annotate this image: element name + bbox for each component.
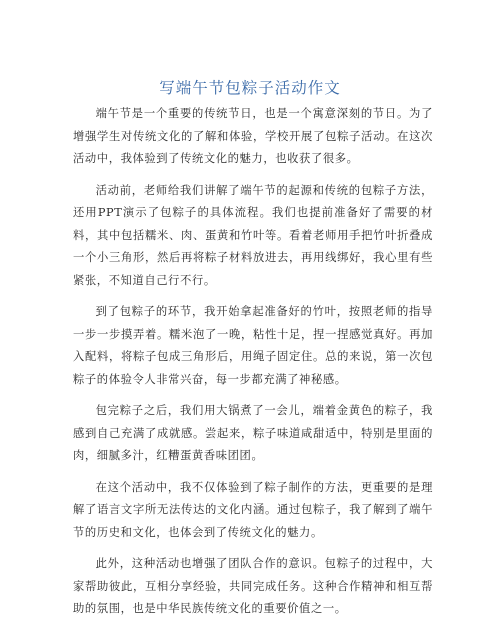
- article-title: 写端午节包粽子活动作文: [159, 79, 341, 97]
- paragraph-3: 到了包粽子的环节，我开始拿起准备好的竹叶，按照老师的指导一步一步摸弄着。糯米泡了一晚，粘性十足，捏一捏感觉真好。再加入配料，将粽子包成三角形后，用绳子固定住。总的来说，第一次包粽子的体验令人非常兴奋，每一步都充满了神秘感。: [73, 305, 433, 386]
- paragraph-5: 在这个活动中，我不仅体验到了粽子制作的方法，更重要的是理解了语言文字所无法传达的文化内涵。通过包粽子，我了解到了端午节的历史和文化，也体会到了传统文化的魅力。: [73, 480, 433, 539]
- paragraph-2: 活动前，老师给我们讲解了端午节的起源和传统的包粽子方法，还用PPT演示了包粽子的具体流程。我们也提前准备好了需要的材料，其中包括糯米、肉、蛋黄和竹叶等。看着老师用手把竹叶折叠成一个小三角形，然后再将粽子材料放进去，再用线绑好，我心里有些紧张，不知道自己行不行。: [73, 183, 433, 287]
- paragraph-4: 包完粽子之后，我们用大锅煮了一会儿，端着金黄色的粽子，我感到自己充满了成就感。尝起来，粽子味道咸甜适中，特别是里面的肉，细腻多汁，红糟蛋黄香味团团。: [73, 404, 433, 462]
- paragraph-1: 端午节是一个重要的传统节日，也是一个寓意深刻的节日。为了增强学生对传统文化的了解和体验，学校开展了包粽子活动。在这次活动中，我体验到了传统文化的魅力，也收获了很多。: [73, 107, 433, 165]
- article-body: [73, 103, 433, 630]
- paragraph-6: 此外，这种活动也增强了团队合作的意识。包粽子的过程中，大家帮助彼此，互相分享经验，共同完成任务。这种合作精神和相互帮助的氛围，也是中华民族传统文化的重要价值之一。: [73, 557, 433, 615]
